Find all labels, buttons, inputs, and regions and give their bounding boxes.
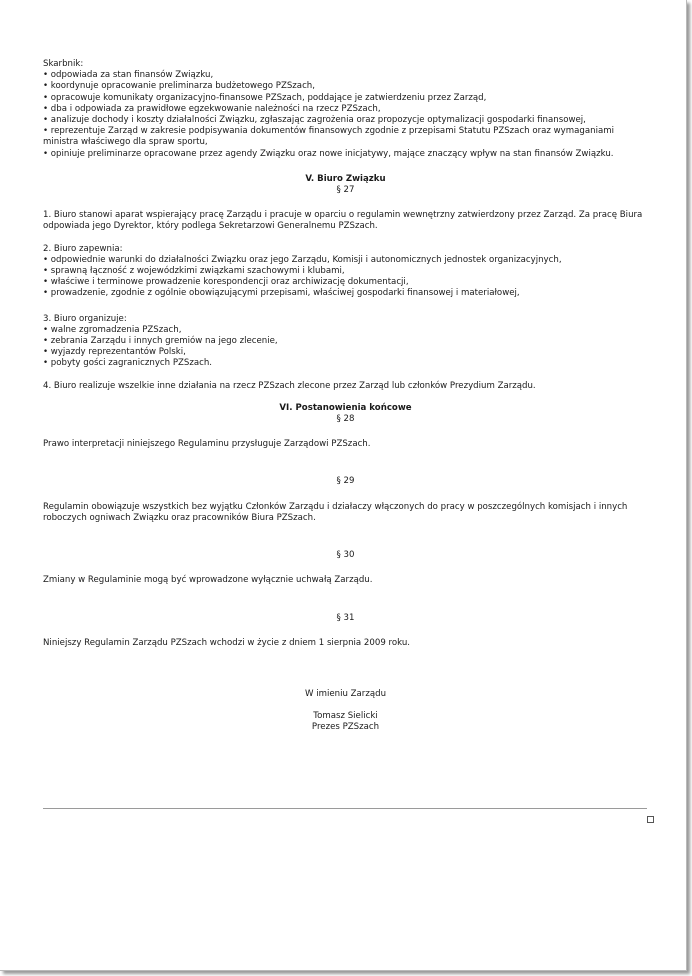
biuro-point-2-item: • sprawną łączność z wojewódzkimi związkami szachowymi i klubami, (43, 266, 345, 277)
biuro-point-2-item: • odpowiednie warunki do działalności Związku oraz jego Zarządu, Komisji i autonomicznych jednostek organizacyjnych, (43, 254, 562, 265)
treasurer-item: • opracowuje komunikaty organizacyjno-finansowe PZSzach, poddające je zatwierdzeniu przez Zarząd, (43, 92, 487, 103)
biuro-point-3-item: • pobyty gości zagranicznych PZSzach. (43, 358, 213, 369)
paragraph-number: § 28 (336, 414, 355, 425)
treasurer-item: • koordynuje opracowanie preliminarza budżetowego PZSzach, (43, 81, 315, 92)
treasurer-item: • odpowiada za stan finansów Związku, (43, 70, 214, 81)
signature-name: Tomasz Sielicki (313, 711, 378, 722)
paragraph-text: Zmiany w Regulaminie mogą być wprowadzone wyłącznie uchwałą Zarządu. (43, 575, 373, 586)
signature-role: Prezes PZSzach (311, 722, 380, 733)
paragraph-text: Prawo interpretacji niniejszego Regulaminu przysługuje Zarządowi PZSzach. (43, 439, 371, 450)
page-divider (43, 808, 647, 809)
paragraph-number: § 31 (336, 612, 355, 623)
biuro-point-3-heading: 3. Biuro organizuje: (43, 313, 127, 324)
treasurer-item: • reprezentuje Zarząd w zakresie podpisywania dokumentów finansowych zgodnie z przepisami Statutu PZSzach oraz wymaganiami ministra właściwego dla spraw sportu, (43, 126, 614, 148)
document-content (43, 59, 648, 734)
treasurer-heading: Skarbnik: (43, 59, 84, 69)
paragraph-number: § 30 (336, 550, 355, 561)
biuro-point-2-item: • właściwe i terminowe prowadzenie korespondencji oraz archiwizację dokumentacji, (43, 277, 409, 288)
page-end-marker-icon (647, 816, 654, 823)
biuro-point-3-item: • zebrania Zarządu i innych gremiów na jego zlecenie, (43, 336, 278, 347)
treasurer-item: • analizuje dochody i koszty działalności Związku, zgłaszając zagrożenia oraz propozycje optymalizacji gospodarki finansowej, (43, 115, 586, 126)
paragraph-text: Regulamin obowiązuje wszystkich bez wyjątku Członków Zarządu i działaczy włączonych do pracy w poszczególnych komisjach i innych roboczych ogniwach Związku oraz pracowników Biura PZSzach. (43, 501, 628, 523)
biuro-point-4: 4. Biuro realizuje wszelkie inne działania na rzecz PZSzach zlecone przez Zarząd lub członków Prezydium Zarządu. (43, 380, 536, 391)
paragraph-number: § 29 (336, 476, 355, 487)
biuro-point-1: 1. Biuro stanowi aparat wspierający pracę Zarządu i pracuje w oparciu o regulamin wewnętrzny zatwierdzony przez Zarząd. Za pracę Biura odpowiada jego Dyrektor, który podlega Sekretarzowi Generalnemu PZSzach. (43, 210, 643, 232)
signature-on-behalf: W imieniu Zarządu (304, 688, 387, 699)
biuro-point-2-item: • prowadzenie, zgodnie z ogólnie obowiązującymi przepisami, właściwej gospodarki finansowej i materiałowej, (43, 288, 520, 299)
biuro-point-3-item: • walne zgromadzenia PZSzach, (43, 324, 182, 335)
paragraph-number: § 27 (336, 185, 355, 196)
treasurer-item: • dba i odpowiada za prawidłowe egzekwowanie należności na rzecz PZSzach, (43, 103, 381, 114)
section-title-postanowienia: VI. Postanowienia końcowe (279, 402, 412, 413)
biuro-point-3-item: • wyjazdy reprezentantów Polski, (43, 347, 186, 358)
biuro-point-2-heading: 2. Biuro zapewnia: (43, 243, 123, 254)
paragraph-text: Niniejszy Regulamin Zarządu PZSzach wchodzi w życie z dniem 1 sierpnia 2009 roku. (43, 637, 411, 648)
section-title-biuro: V. Biuro Związku (305, 173, 386, 184)
treasurer-item: • opiniuje preliminarze opracowane przez agendy Związku oraz nowe inicjatywy, mające znaczący wpływ na stan finansów Związku. (43, 148, 614, 159)
